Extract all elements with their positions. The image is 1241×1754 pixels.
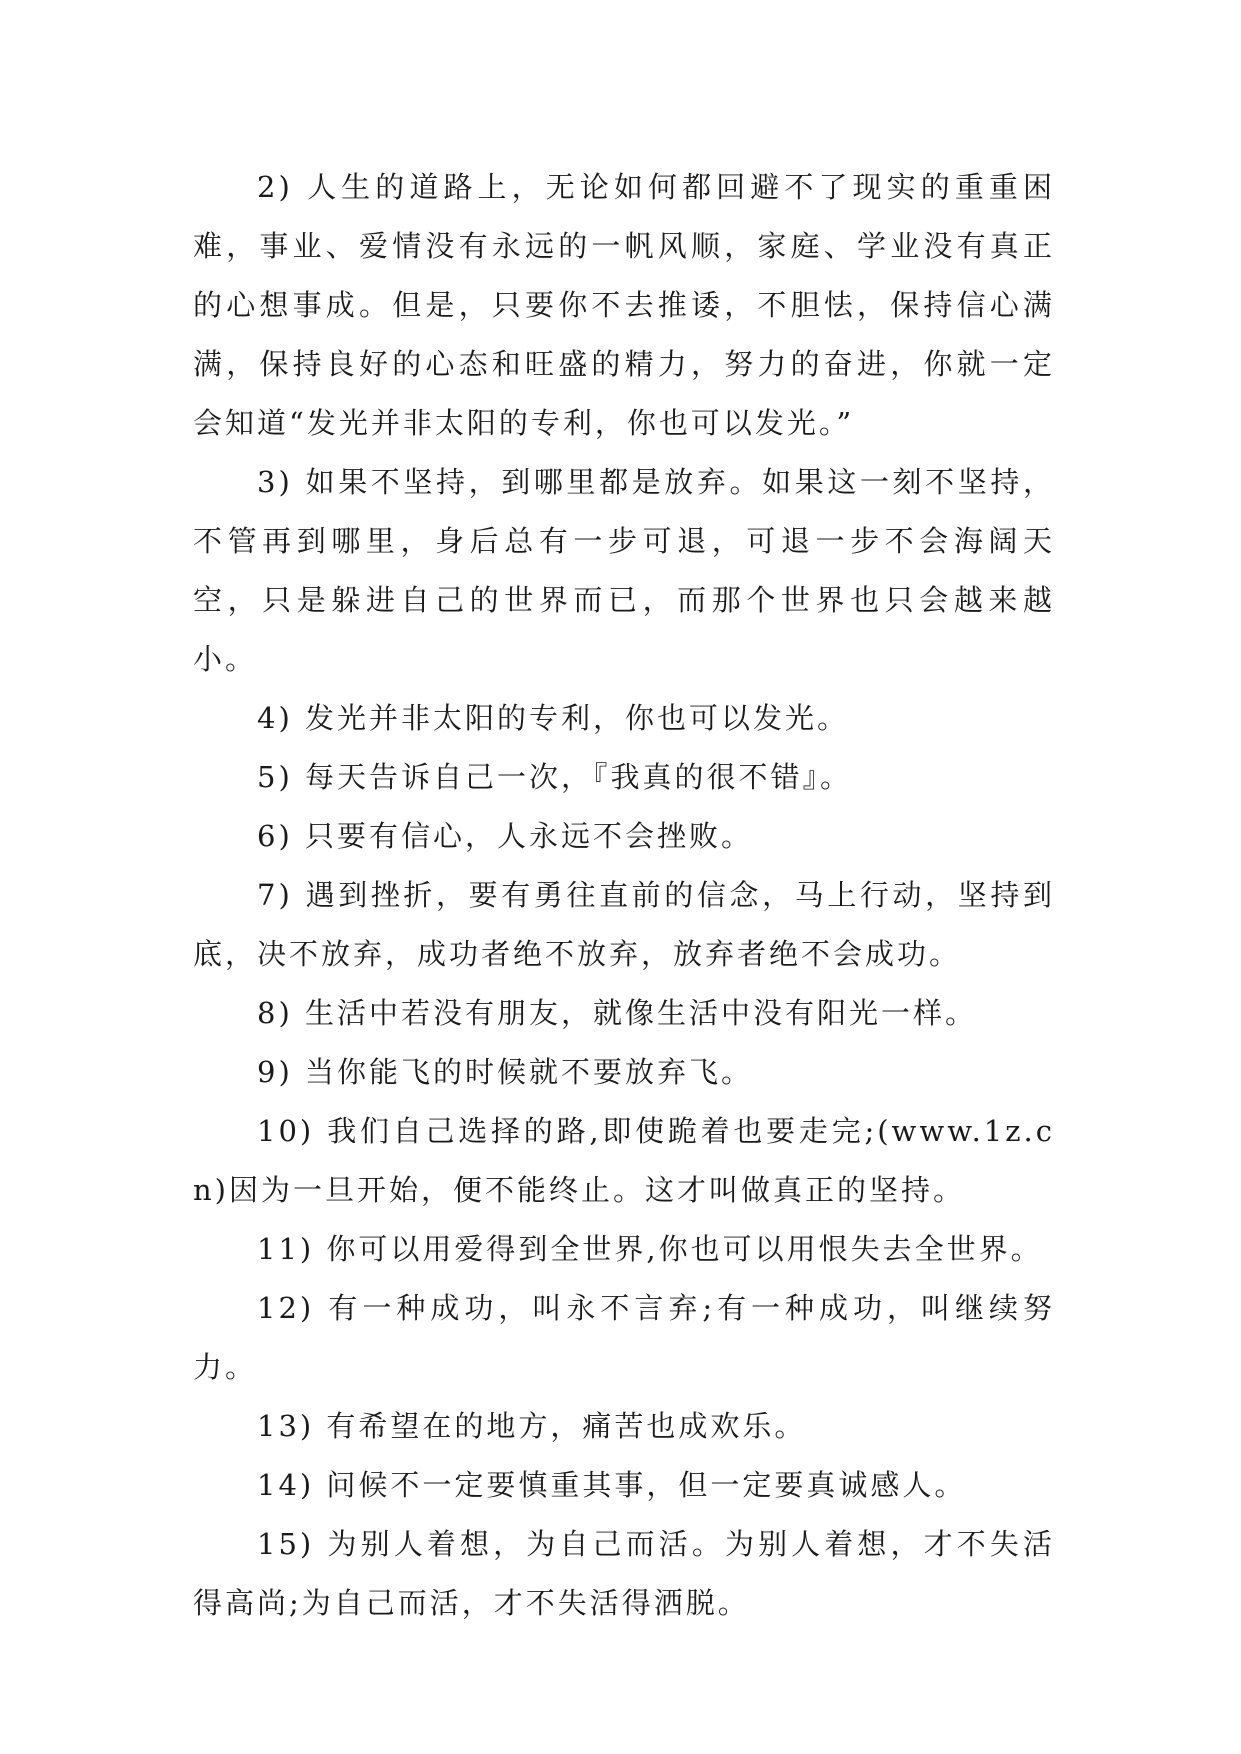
paragraph-14: 14) 问候不一定要慎重其事，但一定要真诚感人。 bbox=[257, 1468, 967, 1502]
paragraph-4: 4) 发光并非太阳的专利，你也可以发光。 bbox=[257, 701, 849, 735]
paragraph-12: 12) 有一种成功，叫永不言弃;有一种成功，叫继续努力。 bbox=[193, 1291, 1055, 1384]
paragraph-3: 3) 如果不坚持，到哪里都是放弃。如果这一刻不坚持，不管再到哪里，身后总有一步可退，可退一步不会海阔天空，只是躲进自己的世界而已，而那个世界也只会越来越小。 bbox=[193, 465, 1055, 676]
paragraph-13: 13) 有希望在的地方，痛苦也成欢乐。 bbox=[257, 1409, 807, 1443]
paragraph-6: 6) 只要有信心，人永远不会挫败。 bbox=[257, 819, 753, 853]
paragraph-2: 2) 人生的道路上，无论如何都回避不了现实的重重困难，事业、爱情没有永远的一帆风顺，家庭、学业没有真正的心想事成。但是，只要你不去推诿，不胆怯，保持信心满满，保持良好的心态和旺盛的精力，努力的奋进，你就一定会知道“发光并非太阳的专利，你也可以发光。” bbox=[193, 170, 1055, 440]
paragraph-9: 9) 当你能飞的时候就不要放弃飞。 bbox=[257, 1055, 753, 1089]
paragraph-7: 7) 遇到挫折，要有勇往直前的信念，马上行动，坚持到底，决不放弃，成功者绝不放弃，放弃者绝不会成功。 bbox=[193, 878, 1055, 971]
paragraph-15: 15) 为别人着想，为自己而活。为别人着想，才不失活得高尚;为自己而活，才不失活得洒脱。 bbox=[193, 1527, 1055, 1620]
paragraph-8: 8) 生活中若没有朋友，就像生活中没有阳光一样。 bbox=[257, 996, 977, 1030]
paragraph-11: 11) 你可以用爱得到全世界,你也可以用恨失去全世界。 bbox=[257, 1232, 1043, 1266]
paragraph-10: 10) 我们自己选择的路,即使跪着也要走完;(www.1z.cn)因为一旦开始，便不能终止。这才叫做真正的坚持。 bbox=[193, 1114, 1055, 1207]
document-body bbox=[193, 158, 1055, 1633]
paragraph-5: 5) 每天告诉自己一次，『我真的很不错』。 bbox=[257, 760, 852, 794]
